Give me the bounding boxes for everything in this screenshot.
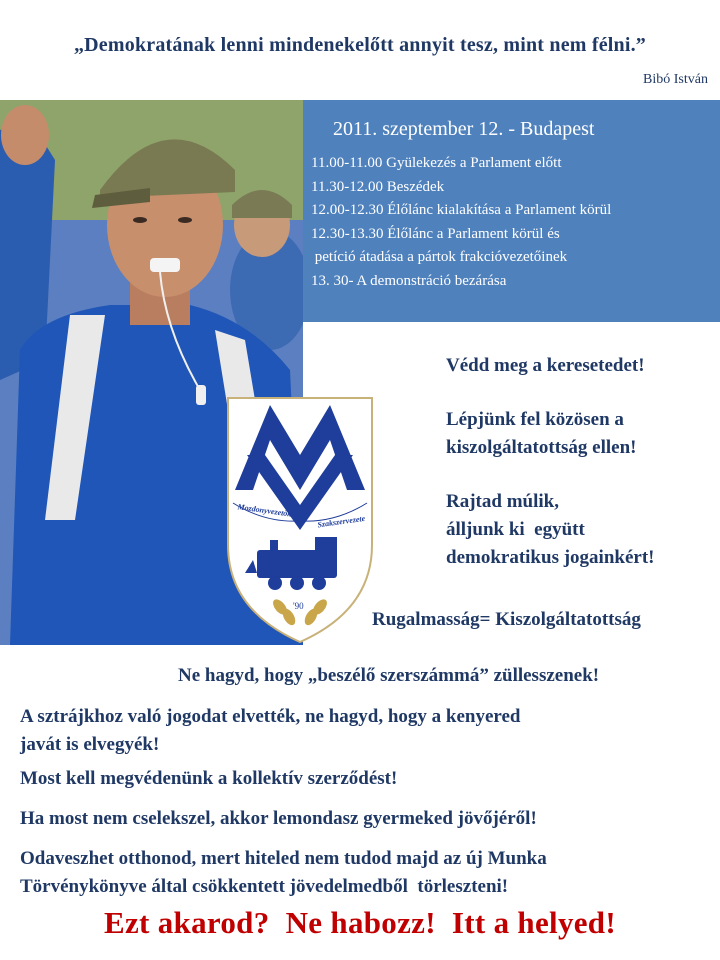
quote-author: Bibó István (643, 72, 708, 87)
logo-year: '90 (293, 601, 304, 611)
slogan-earnings: Védd meg a keresetedet! (446, 355, 645, 376)
quote: „Demokratának lenni mindenekelőtt annyit tesz, mint nem félni.” (73, 34, 647, 56)
slogan-together (446, 406, 637, 462)
slogan-flexibility: Rugalmasság= Kiszolgáltatottság (372, 609, 641, 630)
slogan-rights (446, 488, 654, 572)
paragraph-line: Odaveszhet otthonod, mert hiteled nem tudod majd az új Munka (20, 848, 547, 869)
paragraph-home (20, 845, 710, 901)
paragraph-strike (20, 703, 700, 759)
paragraph-line: A sztrájkhoz való jogodat elvették, ne hagyd, hogy a kenyered (20, 706, 521, 727)
logo-text-right: Szakszervezete (316, 513, 366, 530)
paragraph-tool: Ne hagyd, hogy „beszélő szerszámmá” züllesszenek! (178, 665, 600, 686)
slogan-line: Lépjünk fel közösen a (446, 409, 624, 430)
schedule-list (311, 152, 611, 293)
slogan-line: demokratikus jogainkért! (446, 547, 655, 568)
schedule-item: 12.00-12.30 Élőlánc kialakítása a Parlament körül (311, 202, 612, 218)
slogan-line: kiszolgáltatottság ellen! (446, 437, 637, 458)
schedule-item: 11.00-11.00 Gyülekezés a Parlament előtt (311, 155, 562, 171)
schedule-item: 12.30-13.30 Élőlánc a Parlament körül és (311, 225, 560, 242)
schedule-item: petíció átadása a pártok frakcióvezetőinek (311, 249, 568, 265)
paragraph-children: Ha most nem cselekszel, akkor lemondasz gyermeked jövőjéről! (20, 808, 537, 829)
call-to-action: Ezt akarod? Ne habozz! Itt a helyed! (104, 905, 616, 940)
paragraph-contract: Most kell megvédenünk a kollektív szerződést! (20, 768, 398, 789)
paragraph-line: javát is elvegyék! (20, 734, 160, 755)
schedule-item: 11.30-12.00 Beszédek (311, 178, 445, 195)
schedule-title: 2011. szeptember 12. - Budapest (333, 118, 595, 140)
union-logo (225, 395, 375, 645)
logo-text-left: Mozdonyvezetők (236, 502, 292, 519)
schedule-box (303, 100, 720, 322)
slogan-line: álljunk ki együtt (446, 519, 585, 540)
slogan-line: Rajtad múlik, (446, 491, 559, 512)
paragraph-line: Törvénykönyve által csökkentett jövedelmedből törleszteni! (20, 876, 509, 897)
schedule-item: 13. 30- A demonstráció bezárása (311, 272, 507, 289)
